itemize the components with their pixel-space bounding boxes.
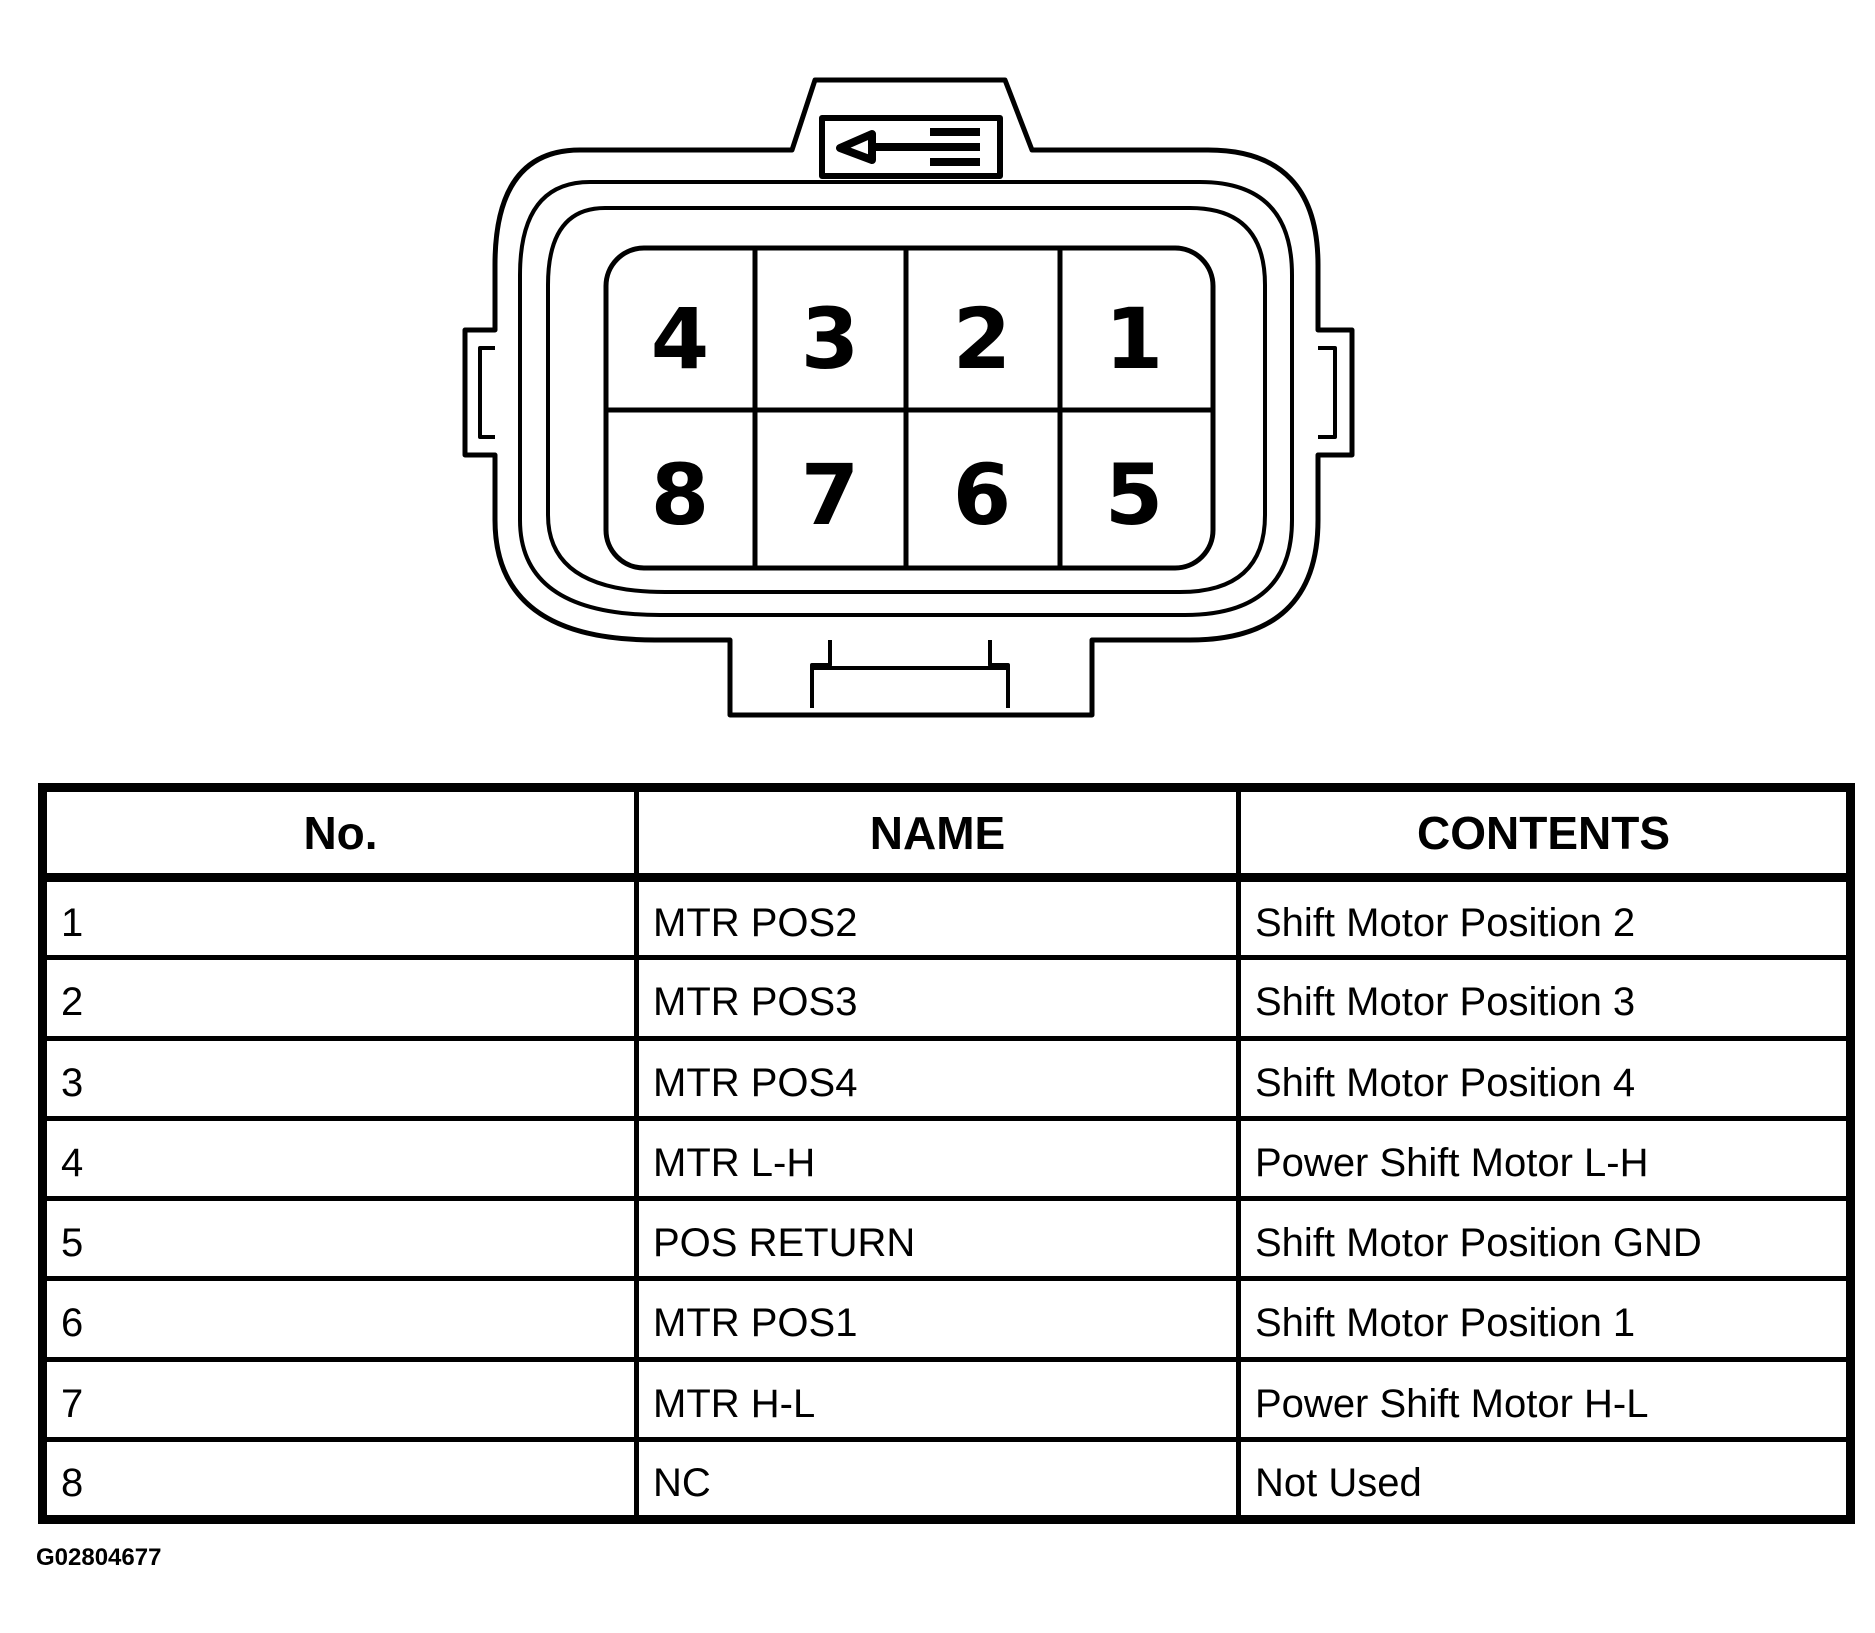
cell-no: 7 xyxy=(43,1359,637,1439)
cell-name: MTR L-H xyxy=(637,1118,1239,1198)
figure-id: G02804677 xyxy=(36,1544,162,1571)
left-latch xyxy=(480,348,495,437)
header-no: No. xyxy=(43,788,637,878)
table-row xyxy=(43,958,1851,1038)
cell-contents: Shift Motor Position 4 xyxy=(1239,1038,1851,1118)
bottom-key xyxy=(812,640,1008,708)
cell-contents: Shift Motor Position 3 xyxy=(1239,958,1851,1038)
table-row xyxy=(43,1118,1851,1198)
table-row xyxy=(43,1038,1851,1118)
cell-contents: Shift Motor Position GND xyxy=(1239,1199,1851,1279)
cell-no: 3 xyxy=(43,1038,637,1118)
right-latch xyxy=(1318,348,1335,437)
cell-no: 5 xyxy=(43,1199,637,1279)
cell-contents: Power Shift Motor L-H xyxy=(1239,1118,1851,1198)
cell-contents: Power Shift Motor H-L xyxy=(1239,1359,1851,1439)
pin-label-1: 1 xyxy=(1104,290,1164,388)
pin-label-3: 3 xyxy=(800,290,860,388)
connector-diagram xyxy=(0,0,1875,740)
table-row xyxy=(43,1439,1851,1519)
pin-label-4: 4 xyxy=(650,290,710,388)
cell-name: MTR H-L xyxy=(637,1359,1239,1439)
cell-no: 6 xyxy=(43,1279,637,1359)
cell-no: 8 xyxy=(43,1439,637,1519)
table-row xyxy=(43,1199,1851,1279)
header-name: NAME xyxy=(637,788,1239,878)
table-row xyxy=(43,1279,1851,1359)
cell-contents: Shift Motor Position 2 xyxy=(1239,878,1851,958)
header-contents: CONTENTS xyxy=(1239,788,1851,878)
cell-contents: Shift Motor Position 1 xyxy=(1239,1279,1851,1359)
pin-label-6: 6 xyxy=(952,446,1012,544)
pin-assignment-table xyxy=(38,783,1855,1524)
table-row xyxy=(43,878,1851,958)
cell-no: 4 xyxy=(43,1118,637,1198)
cell-name: MTR POS3 xyxy=(637,958,1239,1038)
cell-name: MTR POS1 xyxy=(637,1279,1239,1359)
cell-contents: Not Used xyxy=(1239,1439,1851,1519)
cell-name: POS RETURN xyxy=(637,1199,1239,1279)
cell-name: MTR POS2 xyxy=(637,878,1239,958)
pin-label-2: 2 xyxy=(952,290,1012,388)
cell-no: 2 xyxy=(43,958,637,1038)
table-row xyxy=(43,1359,1851,1439)
pin-label-7: 7 xyxy=(800,446,860,544)
cell-name: MTR POS4 xyxy=(637,1038,1239,1118)
lock-arrow-icon xyxy=(840,132,980,162)
table-header-row xyxy=(43,788,1851,878)
cell-name: NC xyxy=(637,1439,1239,1519)
pin-label-8: 8 xyxy=(650,446,710,544)
pin-label-5: 5 xyxy=(1104,446,1164,544)
cell-no: 1 xyxy=(43,878,637,958)
